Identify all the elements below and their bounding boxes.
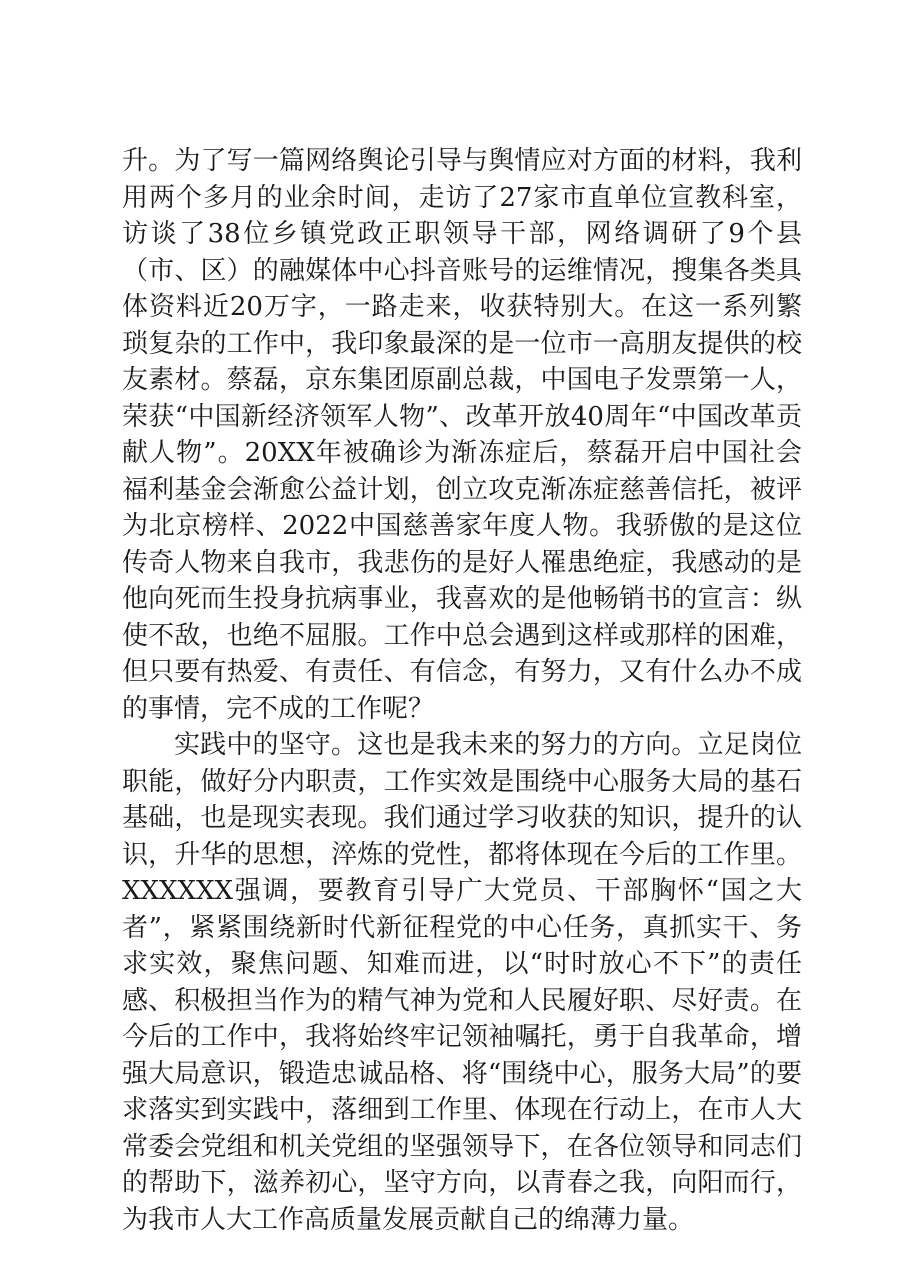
paragraph-1: 升。为了写一篇网络舆论引导与舆情应对方面的材料，我利用两个多月的业余时间，走访了27家市直单位宣教科室，访谈了38位乡镇党政正职领导干部，网络调研了9个县（市、区）的融媒体中心抖音账号的运维情况，搜集各类具体资料近20万字，一路走来，收获特别大。在这一系列繁琐复杂的工作中，我印象最深的是一位市一高朋友提供的校友素材。蔡磊，京东集团原副总裁，中国电子发票第一人，荣获“中国新经济领军人物”、改革开放40周年“中国改革贡献人物”。20XX年被确诊为渐冻症后，蔡磊开启中国社会福利基金会渐愈公益计划，创立攻克渐冻症慈善信托，被评为北京榜样、2022中国慈善家年度人物。我骄傲的是这位传奇人物来自我市，我悲伤的是好人罹患绝症，我感动的是他向死而生投身抗病事业，我喜欢的是他畅销书的宣言：纵使不敌，也绝不屈服。工作中总会遇到这样或那样的困难，但只要有热爱、有责任、有信念，有努力，又有什么办不成的事情，完不成的工作呢？ [122,146,802,724]
paragraph-2: 实践中的坚守。这也是我未来的努力的方向。立足岗位职能，做好分内职责，工作实效是围绕中心服务大局的基石基础，也是现实表现。我们通过学习收获的知识，提升的认识，升华的思想，淬炼的党性，都将体现在今后的工作里。XXXXXX强调，要教育引导广大党员、干部胸怀“国之大者”，紧紧围绕新时代新征程党的中心任务，真抓实干、务求实效，聚焦问题、知难而进，以“时时放心不下”的责任感、积极担当作为的精气神为党和人民履好职、尽好责。在今后的工作中，我将始终牢记领袖嘱托，勇于自我革命，增强大局意识，锻造忠诚品格、将“围绕中心，服务大局”的要求落实到实践中，落细到工作里、体现在行动上，在市人大常委会党组和机关党组的坚强领导下，在各位领导和同志们的帮助下，滋养初心，坚守方向，以青春之我，向阳而行，为我市人大工作高质量发展贡献自己的绵薄力量。 [122,730,802,1235]
document-body [122,143,802,1238]
